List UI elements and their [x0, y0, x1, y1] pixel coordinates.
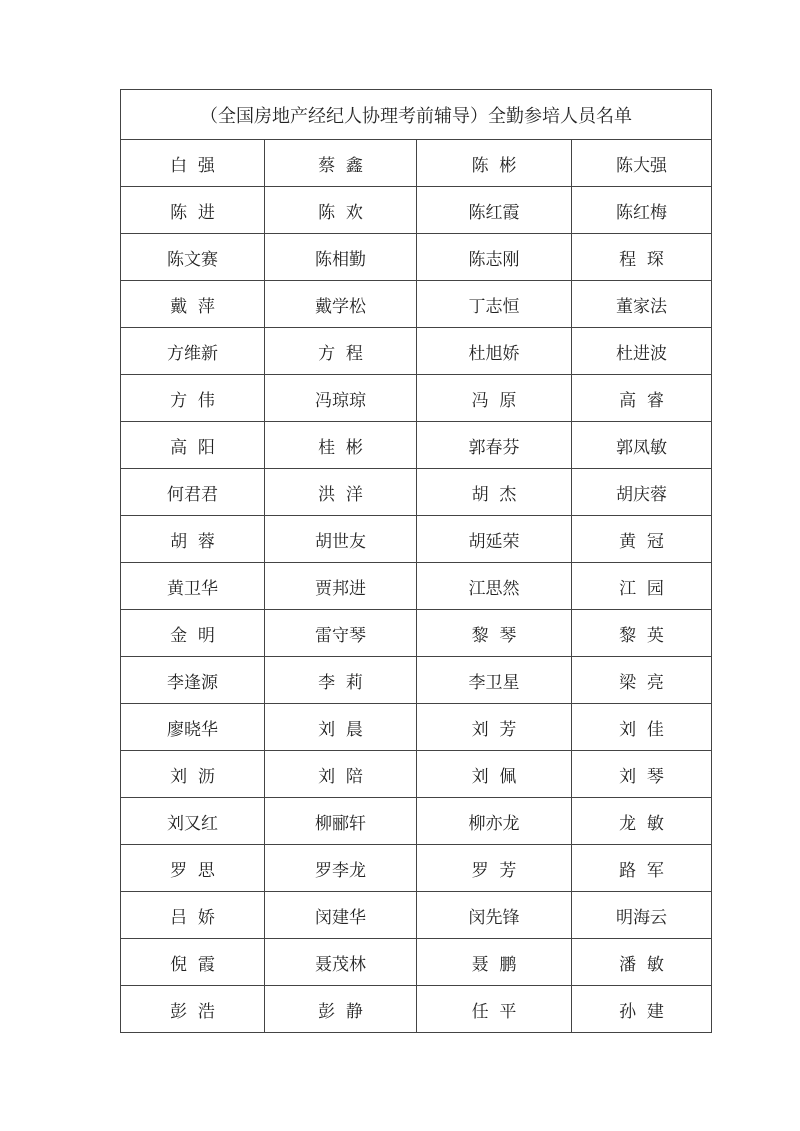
name-cell: 贾邦进 [265, 563, 417, 610]
table-row [121, 845, 712, 892]
name-cell: 陈红霞 [417, 187, 572, 234]
table-row [121, 516, 712, 563]
table-row [121, 610, 712, 657]
name-cell: 陈 彬 [417, 140, 572, 187]
name-cell: 孙 建 [572, 986, 712, 1033]
name-cell: 刘 晨 [265, 704, 417, 751]
name-cell: 杜旭娇 [417, 328, 572, 375]
name-cell: 刘 陪 [265, 751, 417, 798]
name-cell: 胡 蓉 [121, 516, 265, 563]
name-cell: 冯琼琼 [265, 375, 417, 422]
name-cell: 黎 琴 [417, 610, 572, 657]
name-cell: 罗 思 [121, 845, 265, 892]
name-cell: 刘 沥 [121, 751, 265, 798]
name-cell: 陈 进 [121, 187, 265, 234]
name-cell: 柳亦龙 [417, 798, 572, 845]
table-row [121, 328, 712, 375]
name-cell: 明海云 [572, 892, 712, 939]
name-cell: 刘又红 [121, 798, 265, 845]
name-cell: 柳郦轩 [265, 798, 417, 845]
name-cell: 江 园 [572, 563, 712, 610]
name-cell: 白 强 [121, 140, 265, 187]
name-cell: 郭春芬 [417, 422, 572, 469]
table-row [121, 939, 712, 986]
name-cell: 郭凤敏 [572, 422, 712, 469]
table-row [121, 375, 712, 422]
name-cell: 黄卫华 [121, 563, 265, 610]
name-cell: 廖晓华 [121, 704, 265, 751]
name-cell: 龙 敏 [572, 798, 712, 845]
name-cell: 梁 亮 [572, 657, 712, 704]
name-cell: 戴学松 [265, 281, 417, 328]
name-cell: 胡 杰 [417, 469, 572, 516]
name-cell: 闵先锋 [417, 892, 572, 939]
name-cell: 李 莉 [265, 657, 417, 704]
name-cell: 胡庆蓉 [572, 469, 712, 516]
name-cell: 胡世友 [265, 516, 417, 563]
name-cell: 刘 琴 [572, 751, 712, 798]
name-cell: 闵建华 [265, 892, 417, 939]
name-cell: 路 军 [572, 845, 712, 892]
name-cell: 彭 静 [265, 986, 417, 1033]
name-cell: 高 阳 [121, 422, 265, 469]
name-cell: 桂 彬 [265, 422, 417, 469]
name-cell: 杜进波 [572, 328, 712, 375]
name-cell: 聂茂林 [265, 939, 417, 986]
name-cell: 蔡 鑫 [265, 140, 417, 187]
name-cell: 黄 冠 [572, 516, 712, 563]
name-cell: 丁志恒 [417, 281, 572, 328]
name-cell: 陈相勤 [265, 234, 417, 281]
name-cell: 罗李龙 [265, 845, 417, 892]
name-cell: 胡延荣 [417, 516, 572, 563]
name-cell: 程 琛 [572, 234, 712, 281]
name-cell: 董家法 [572, 281, 712, 328]
table-row [121, 469, 712, 516]
table-row [121, 657, 712, 704]
name-cell: 洪 洋 [265, 469, 417, 516]
name-cell: 吕 娇 [121, 892, 265, 939]
name-cell: 高 睿 [572, 375, 712, 422]
table-row [121, 422, 712, 469]
name-cell: 冯 原 [417, 375, 572, 422]
name-cell: 陈 欢 [265, 187, 417, 234]
table-title-row [121, 90, 712, 140]
name-cell: 刘 芳 [417, 704, 572, 751]
name-cell: 李逢源 [121, 657, 265, 704]
name-cell: 方 伟 [121, 375, 265, 422]
name-cell: 陈红梅 [572, 187, 712, 234]
table-row [121, 892, 712, 939]
name-cell: 方维新 [121, 328, 265, 375]
name-cell: 潘 敏 [572, 939, 712, 986]
name-cell: 罗 芳 [417, 845, 572, 892]
table-row [121, 140, 712, 187]
name-cell: 刘 佳 [572, 704, 712, 751]
table-row [121, 798, 712, 845]
name-cell: 李卫星 [417, 657, 572, 704]
name-cell: 倪 霞 [121, 939, 265, 986]
name-cell: 方 程 [265, 328, 417, 375]
name-cell: 江思然 [417, 563, 572, 610]
table-row [121, 986, 712, 1033]
name-cell: 黎 英 [572, 610, 712, 657]
name-cell: 聂 鹏 [417, 939, 572, 986]
table-row [121, 751, 712, 798]
table-row [121, 563, 712, 610]
table-title: （全国房地产经纪人协理考前辅导）全勤参培人员名单 [121, 90, 712, 140]
name-cell: 陈大强 [572, 140, 712, 187]
table-row [121, 281, 712, 328]
table-row [121, 187, 712, 234]
name-cell: 刘 佩 [417, 751, 572, 798]
table-row [121, 234, 712, 281]
name-cell: 陈文赛 [121, 234, 265, 281]
table-body [121, 140, 712, 1033]
name-cell: 任 平 [417, 986, 572, 1033]
name-cell: 陈志刚 [417, 234, 572, 281]
name-cell: 何君君 [121, 469, 265, 516]
name-cell: 雷守琴 [265, 610, 417, 657]
table-row [121, 704, 712, 751]
name-cell: 戴 萍 [121, 281, 265, 328]
attendee-table [120, 89, 712, 1033]
name-cell: 金 明 [121, 610, 265, 657]
name-cell: 彭 浩 [121, 986, 265, 1033]
